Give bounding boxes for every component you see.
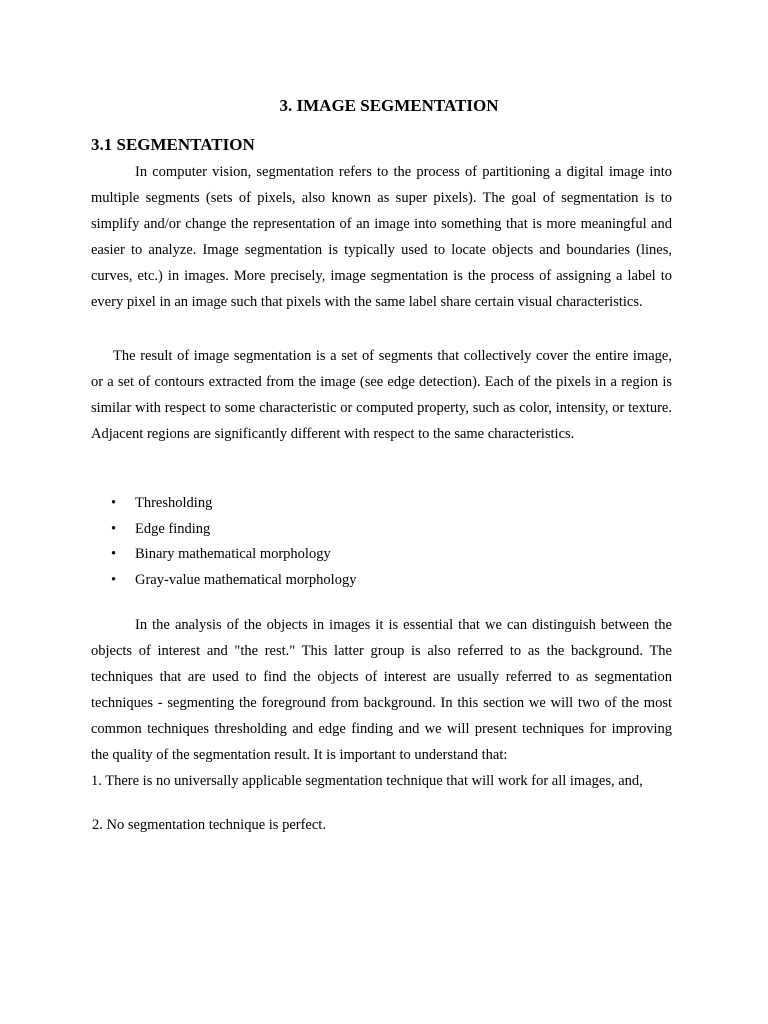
list-item — [91, 517, 356, 543]
paragraph-segmentation-result: The result of image segmentation is a set of segments that collectively cover the entire image, or a set of contours extracted from the image (see edge detection). Each of the pixels in a region is similar with respect to some characteristic or computed property, such as color, intensity, or texture. Adjacent regions are significantly different with respect to the same characteristics. — [91, 348, 672, 442]
bullet-icon: • — [111, 495, 117, 511]
list-item-label: Thresholding — [135, 495, 213, 511]
technique-list — [91, 491, 356, 594]
numbered-point-1: 1. There is no universally applicable segmentation technique that will work for all images, and, — [91, 773, 643, 789]
section-heading: 3.1 SEGMENTATION — [91, 135, 255, 154]
list-item-label: Gray-value mathematical morphology — [135, 572, 357, 589]
paragraph-segmentation-definition: In computer vision, segmentation refers to the process of partitioning a digital image into multiple segments (sets of pixels, also known as super pixels). The goal of segmentation is to simplify and/or change the representation of an image into something that is more meaningful and easier to analyze. Image segmentation is typically used to locate objects and boundaries (lines, curves, etc.) in images. More precisely, image segmentation is the process of assigning a label to every pixel in an image such that pixels with the same label share certain visual characteristics. — [91, 164, 672, 310]
bullet-icon: • — [111, 520, 117, 537]
list-item — [91, 568, 356, 594]
list-item — [91, 491, 356, 517]
bullet-icon: • — [111, 546, 117, 563]
bullet-icon: • — [111, 572, 117, 589]
list-item-label: Binary mathematical morphology — [135, 546, 331, 563]
paragraph-object-analysis: In the analysis of the objects in images it is essential that we can distinguish between the objects of interest and "the rest." This latter group is also referred to as the background. The techniques that are used to find the objects of interest are usually referred to as segmentation techniques - segmenting the foreground from background. In this section we will two of the most common techniques thresholding and edge finding and we will present techniques for improving the quality of the segmentation result. It is important to understand that: — [91, 617, 672, 763]
numbered-point-2: 2. No segmentation technique is perfect. — [92, 817, 326, 833]
list-item — [91, 542, 356, 568]
chapter-title: 3. IMAGE SEGMENTATION — [279, 96, 499, 115]
list-item-label: Edge finding — [135, 520, 211, 537]
